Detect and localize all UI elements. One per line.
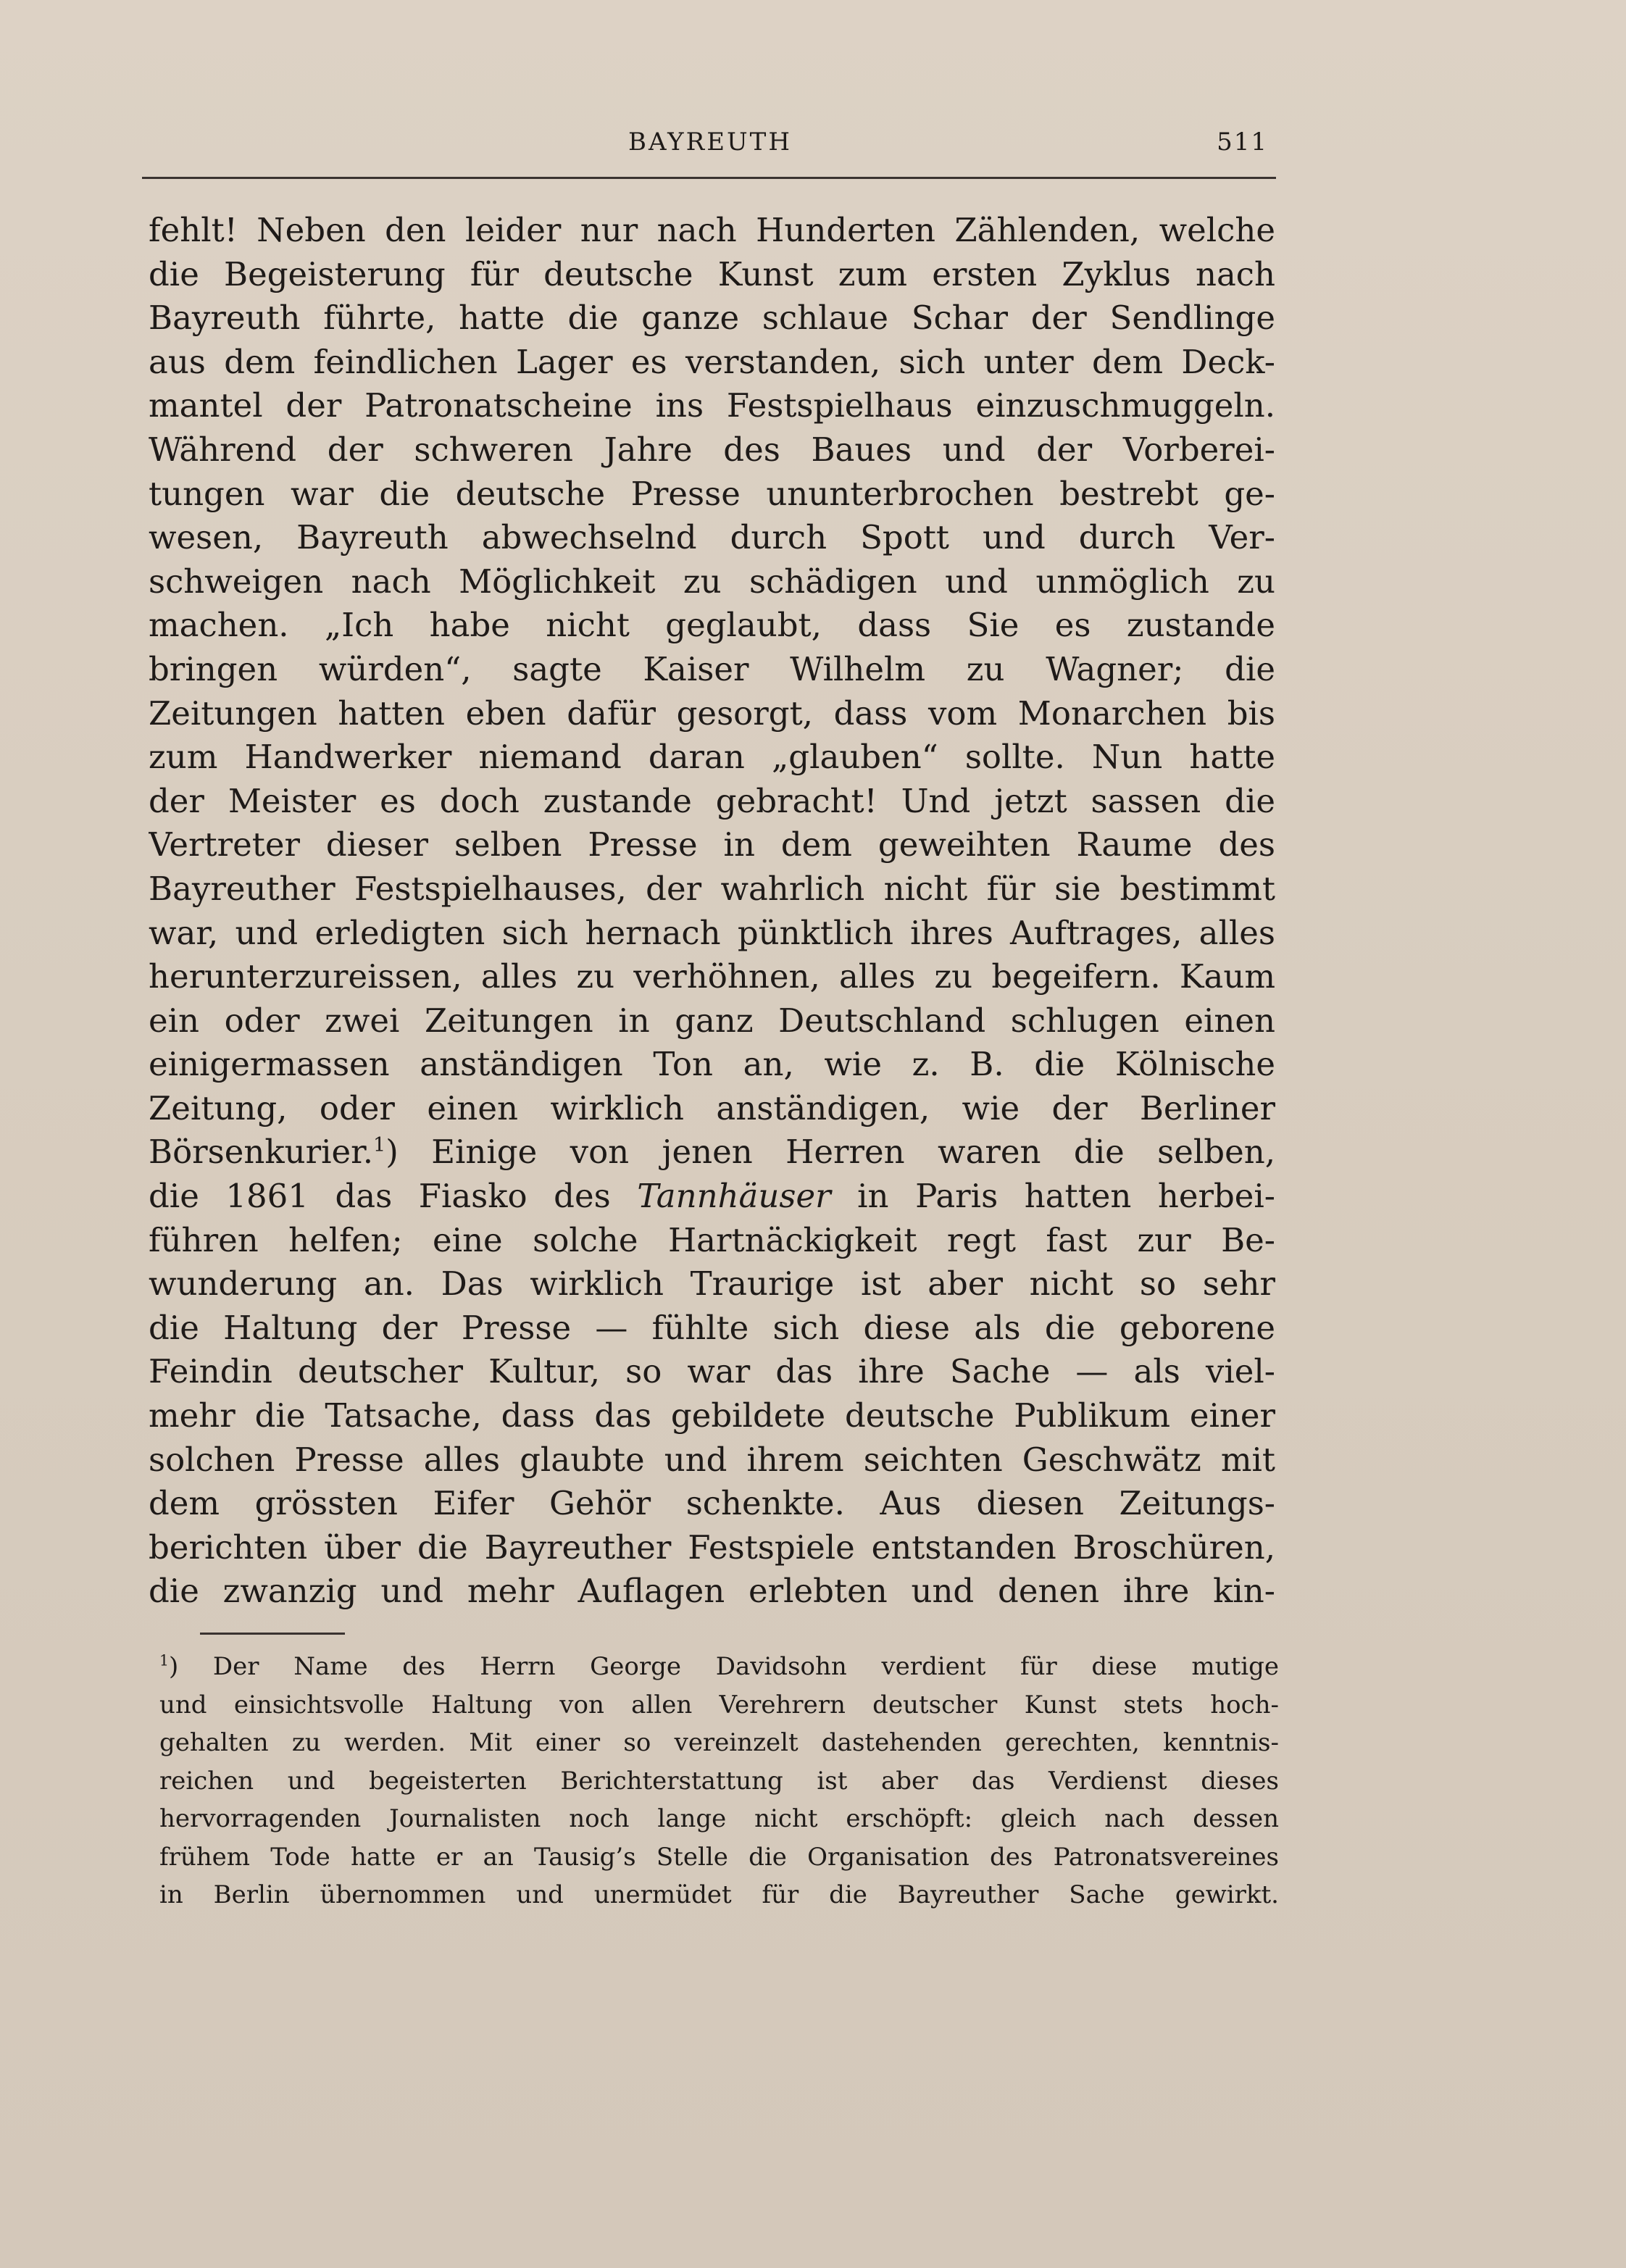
text-line: berichten über die Bayreuther Festspiele entstanden Broschüren,: [149, 1527, 1275, 1567]
footnote-rule: [200, 1633, 345, 1635]
text-line: Während der schweren Jahre des Baues und der Vorberei-: [149, 430, 1275, 469]
text-line: schweigen nach Möglichkeit zu schädigen und unmöglich zu: [149, 562, 1275, 601]
text-line: herunterzureissen, alles zu verhöhnen, alles zu begeifern. Kaum: [149, 957, 1275, 996]
text-line: Zeitung, oder einen wirklich anständigen, wie der Berliner: [149, 1088, 1275, 1127]
footnote-line: und einsichtsvolle Haltung von allen Verehrern deutscher Kunst stets hoch-: [159, 1690, 1279, 1719]
text-line: die Begeisterung für deutsche Kunst zum ersten Zyklus nach: [149, 254, 1275, 293]
text-line-with-footnote-ref: [149, 1130, 1275, 1175]
text-line: wesen, Bayreuth abwechselnd durch Spott und durch Ver-: [149, 518, 1275, 557]
text-line: tungen war die deutsche Presse ununterbrochen bestrebt ge-: [149, 474, 1275, 513]
text-line: fehlt! Neben den leider nur nach Hunderten Zählenden, welche: [149, 211, 1275, 249]
footnote-line: reichen und begeisterten Berichterstattung ist aber das Verdienst dieses: [159, 1766, 1279, 1796]
text-segment: ) Einige von jenen Herren waren die selben,: [385, 1133, 1275, 1172]
running-title: BAYREUTH: [628, 128, 792, 157]
text-line: ein oder zwei Zeitungen in ganz Deutschland schlugen einen: [149, 1001, 1275, 1040]
text-line: Bayreuth führte, hatte die ganze schlaue Schar der Sendlinge: [149, 299, 1275, 338]
text-line: Bayreuther Festspielhauses, der wahrlich nicht für sie bestimmt: [149, 869, 1275, 908]
italic-title: Tannhäuser: [637, 1177, 831, 1216]
footnote-marker: 1: [159, 1651, 169, 1669]
text-line: solchen Presse alles glaubte und ihrem seichten Geschwätz mit: [149, 1440, 1275, 1479]
text-line: Vertreter dieser selben Presse in dem geweihten Raume des: [149, 825, 1275, 864]
text-line: wunderung an. Das wirklich Traurige ist aber nicht so sehr: [149, 1264, 1275, 1304]
text-line: die Haltung der Presse — fühlte sich diese als die geborene: [149, 1308, 1275, 1347]
page-number: 511: [1217, 128, 1268, 157]
body-text: [149, 209, 1275, 1614]
text-line: bringen würden“, sagte Kaiser Wilhelm zu Wagner; die: [149, 649, 1275, 688]
footnote: [159, 1648, 1279, 1914]
footnote-line: [159, 1648, 1279, 1686]
text-segment: in Paris hatten herbei-: [830, 1177, 1275, 1216]
text-line: der Meister es doch zustande gebracht! Und jetzt sassen die: [149, 781, 1275, 820]
text-line: mantel der Patronatscheine ins Festspielhaus einzuschmuggeln.: [149, 386, 1275, 425]
footnote-line: in Berlin übernommen und unermüdet für die Bayreuther Sache gewirkt.: [159, 1880, 1279, 1909]
running-header: [145, 125, 1275, 161]
text-line: mehr die Tatsache, dass das gebildete deutsche Publikum einer: [149, 1396, 1275, 1435]
text-line: zum Handwerker niemand daran „glauben“ sollte. Nun hatte: [149, 738, 1275, 777]
text-line: machen. „Ich habe nicht geglaubt, dass Sie es zustande: [149, 606, 1275, 645]
footnote-line: frühem Tode hatte er an Tausig’s Stelle die Organisation des Patronatsvereines: [159, 1842, 1279, 1872]
footnote-line: hervorragenden Journalisten noch lange nicht erschöpft: gleich nach dessen: [159, 1804, 1279, 1833]
text-line: die zwanzig und mehr Auflagen erlebten und denen ihre kin-: [149, 1572, 1275, 1611]
text-segment: ) Der Name des Herrn George Davidsohn verdient für diese mutige: [168, 1652, 1279, 1681]
text-line: Feindin deutscher Kultur, so war das ihre Sache — als viel-: [149, 1352, 1275, 1391]
text-line: einigermassen anständigen Ton an, wie z. B. die Kölnische: [149, 1045, 1275, 1084]
footnote-reference[interactable]: 1: [373, 1134, 386, 1157]
header-rule: [142, 177, 1276, 179]
text-line: war, und erledigten sich hernach pünktlich ihres Auftrages, alles: [149, 913, 1275, 952]
text-line: dem grössten Eifer Gehör schenkte. Aus diesen Zeitungs-: [149, 1484, 1275, 1523]
text-segment: die 1861 das Fiasko des: [149, 1177, 638, 1216]
text-line-with-italic: [149, 1175, 1275, 1219]
footnote-line: gehalten zu werden. Mit einer so vereinzelt dastehenden gerechten, kenntnis-: [159, 1728, 1279, 1757]
text-line: Zeitungen hatten eben dafür gesorgt, dass vom Monarchen bis: [149, 693, 1275, 733]
text-line: aus dem feindlichen Lager es verstanden, sich unter dem Deck-: [149, 342, 1275, 381]
text-segment: Börsenkurier.: [149, 1133, 374, 1172]
text-line: führen helfen; eine solche Hartnäckigkeit regt fast zur Be-: [149, 1220, 1275, 1259]
